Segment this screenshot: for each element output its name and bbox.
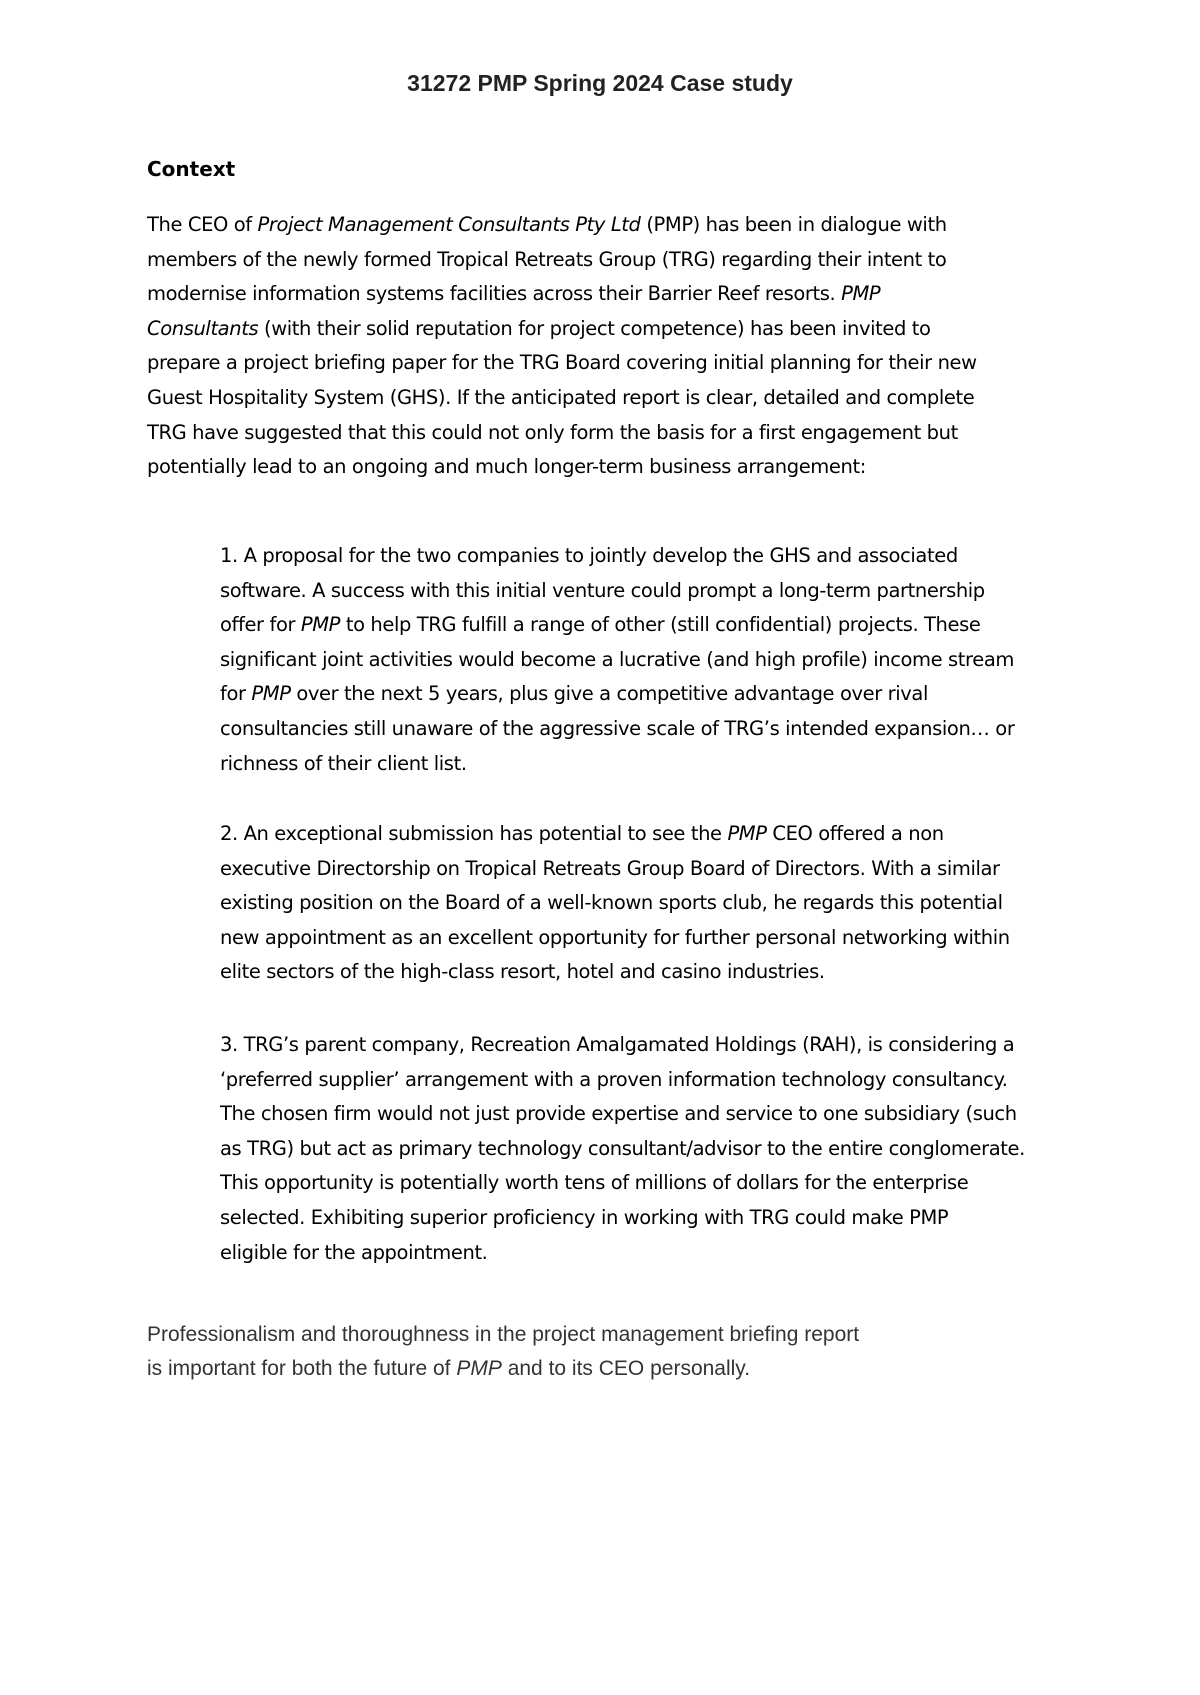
- context-line-1: The CEO of Project Management Consultants Pty Ltd (PMP) has been in dialogue with: [147, 213, 947, 236]
- context-line-7: TRG have suggested that this could not only form the basis for a first engagement but: [147, 420, 958, 444]
- item1-line-7: richness of their client list.: [220, 751, 467, 775]
- closing-paragraph: [147, 1318, 1047, 1385]
- document-title: 31272 PMP Spring 2024 Case study: [407, 70, 793, 96]
- context-line-6: Guest Hospitality System (GHS). If the anticipated report is clear, detailed and complete: [147, 385, 975, 409]
- item1-line-4: significant joint activities would become a lucrative (and high profile) income stream: [220, 647, 1014, 671]
- context-line-5: prepare a project briefing paper for the TRG Board covering initial planning for their new: [147, 351, 977, 375]
- context-heading: Context: [147, 157, 236, 181]
- item3-line-5: This opportunity is potentially worth tens of millions of dollars for the enterprise: [220, 1171, 969, 1195]
- item1-line-5: for PMP over the next 5 years, plus give a competitive advantage over rival: [220, 682, 928, 706]
- context-line-3: modernise information systems facilities across their Barrier Reef resorts. PMP: [147, 282, 881, 306]
- item1-line-6: consultancies still unaware of the aggressive scale of TRG’s intended expansion… or: [220, 716, 1015, 740]
- context-paragraph: [147, 208, 1067, 485]
- item2-line-5: elite sectors of the high-class resort, hotel and casino industries.: [220, 960, 825, 984]
- item2-line-4: new appointment as an excellent opportunity for further personal networking within: [220, 925, 1010, 949]
- item1-line-1: 1. A proposal for the two companies to jointly develop the GHS and associated: [220, 544, 958, 567]
- context-line-8: potentially lead to an ongoing and much longer-term business arrangement:: [147, 455, 866, 479]
- item3-line-1: 3. TRG’s parent company, Recreation Amalgamated Holdings (RAH), is considering a: [220, 1033, 1015, 1056]
- list-item-2: [220, 817, 1080, 990]
- closing-line-2: is important for both the future of PMP and to its CEO personally.: [147, 1356, 751, 1380]
- item1-line-2: software. A success with this initial venture could prompt a long-term partnership: [220, 578, 985, 602]
- list-item-3: [220, 1028, 1080, 1270]
- item3-line-4: as TRG) but act as primary technology consultant/advisor to the entire conglomerate.: [220, 1136, 1025, 1160]
- item2-line-1: 2. An exceptional submission has potential to see the PMP CEO offered a non: [220, 822, 944, 845]
- closing-line-1: Professionalism and thoroughness in the project management briefing report: [147, 1323, 860, 1346]
- item2-line-3: existing position on the Board of a well-known sports club, he regards this potential: [220, 891, 1003, 915]
- item3-line-3: The chosen firm would not just provide expertise and service to one subsidiary (such: [220, 1102, 1017, 1126]
- item2-line-2: executive Directorship on Tropical Retreats Group Board of Directors. With a similar: [220, 856, 1000, 880]
- item3-line-2: ‘preferred supplier’ arrangement with a proven information technology consultancy.: [220, 1067, 1008, 1091]
- list-item-1: [220, 539, 1080, 781]
- item3-line-6: selected. Exhibiting superior proficiency in working with TRG could make PMP: [220, 1205, 949, 1229]
- context-line-4: Consultants (with their solid reputation for project competence) has been invited to: [147, 316, 931, 340]
- context-line-2: members of the newly formed Tropical Retreats Group (TRG) regarding their intent to: [147, 247, 947, 271]
- item1-line-3: offer for PMP to help TRG fulfill a range of other (still confidential) projects. These: [220, 613, 981, 637]
- item3-line-7: eligible for the appointment.: [220, 1240, 488, 1264]
